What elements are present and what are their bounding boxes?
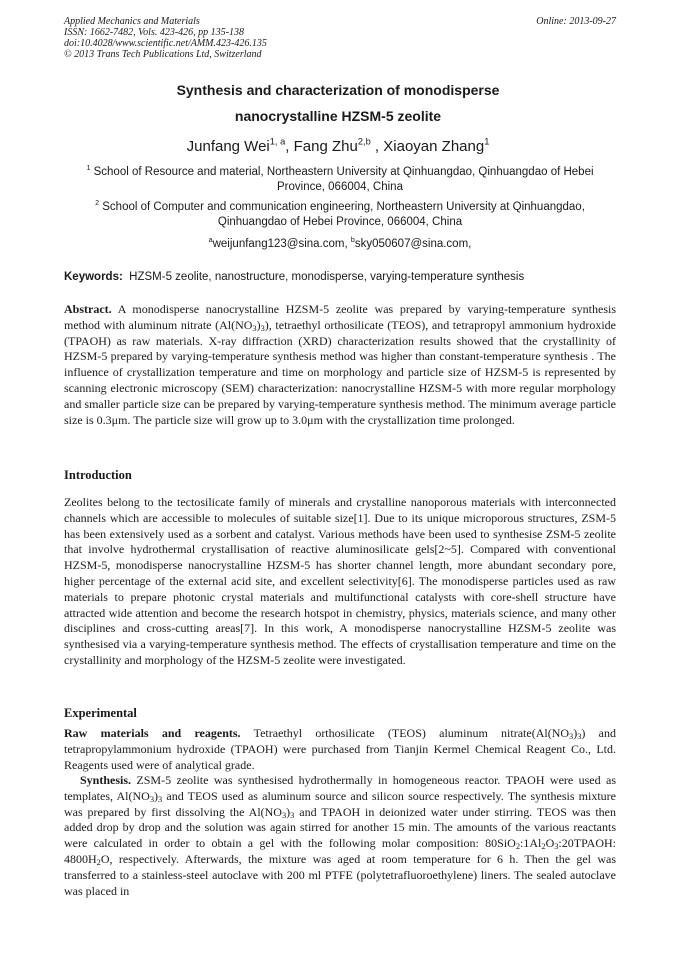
paper-title-line-2: nanocrystalline HZSM-5 zeolite [234, 108, 442, 124]
affiliation-mark: 2 [95, 199, 100, 208]
raw-materials-label: Raw materials and reagents. [64, 726, 241, 740]
affiliation-text: School of Computer and communication engineering, Northeastern University at Qinhuangdao, Qinhuangdao of Hebei Province, 066004, China [99, 201, 585, 228]
introduction-paragraph: Zeolites belong to the tectosilicate family of minerals and crystalline nanoporous materials with interconnected channels which are accessible to molecules of suitable size[1]. Due to its unique microporous structures, ZSM-5 has been extensively used as a sorbent and catalyst. Various methods have been used to synthesise ZSM-5 zeolite that involve hydrothermal crystallisation of reactive aluminosilicate gels[2~5]. Compared with conventional HZSM-5, monodisperse nanocrystalline HZSM-5 has shorter channel length, more abundant secondary pore, higher percentage of the external acid site, and excellent selectivity[6]. The monodisperse particles used as raw materials to prepare photonic crystal materials and multifunctional catalysts with core-shell structure have attracted wide attention and become the research hotspot in chemistry, physics, materials science, and many other disciplines and cross-cutting areas[7]. In this work, A monodisperse nanocrystalline HZSM-5 zeolite was synthesised via a varying-temperature synthesis method. The effects of crystallisation temperature and time on the crystallinity and morphology of the HZSM-5 zeolite were investigated. [64, 495, 616, 667]
paragraph-text: ZSM-5 zeolite was synthesised hydrothermally in homogeneous reactor. TPAOH were used as templates, Al(NO [64, 773, 616, 803]
subscript: 3 [569, 732, 574, 742]
email-mark: a [208, 236, 213, 245]
subscript: 3 [290, 810, 295, 820]
paragraph-text: and TEOS used as aluminum source and silicon source respectively. The synthesis mixture was prepared by first dissolving the Al(NO [64, 788, 617, 819]
subscript: 2 [515, 842, 521, 852]
keywords-text: HZSM-5 zeolite, nanostructure, monodisperse, varying-temperature synthesis [122, 271, 525, 283]
author-affiliation-mark: 2,b [357, 136, 371, 147]
author-affiliation-mark: 1 [484, 136, 490, 147]
paragraph-text: ) [573, 726, 578, 740]
section-heading-introduction: Introduction [64, 468, 132, 482]
subscript: 3 [281, 810, 287, 820]
paragraph-text: Tetraethyl orthosilicate (TEOS) aluminum nitrate(Al(NO [240, 726, 570, 740]
synthesis-paragraph [64, 773, 616, 899]
author-name: Xiaoyan Zhang [383, 138, 485, 155]
abstract-text: ), tetraethyl orthosilicate (TEOS), and tetrapropyl ammonium hydroxide (TPAOH) as raw materials. X-ray diffraction (XRD) characterization results showed that the crystallinity of HZSM-5 prepared by varying-temperature synthesis method was higher than constant-temperature synthesis . The influence of crystallization temperature and time on morphology and particle size of HZSM-5 is represented by scanning electronic microscopy (SEM) characterization: nanocrystalline HZSM-5 with more regular morphology and smaller particle size can be prepared by varying-temperature synthesis method. The minimum average particle size is 0.3μm. The particle size will grow up to 3.0μm with the crystallization time prolonged. [64, 317, 616, 427]
paragraph-text: :20TPAOH: 4800H [64, 836, 616, 866]
subscript: 3 [577, 732, 582, 742]
author-separator: , [370, 138, 384, 155]
affiliation-1 [64, 165, 616, 195]
paragraph-text: ) [154, 788, 159, 803]
paragraph-text: ) and tetrapropylammonium hydroxide (TPAOH) were purchased from Tianjin Kermel Chemical Reagent Co., Ltd. Reagents used were of analytical grade. [64, 726, 617, 772]
section-heading-experimental: Experimental [64, 706, 137, 720]
abstract-text: ) [256, 317, 261, 332]
abstract [64, 302, 616, 428]
raw-materials-paragraph [64, 726, 616, 773]
subscript: 3 [260, 323, 265, 333]
paragraph-text: O, respectively. Afterwards, the mixture was aged at room temperature for 6 h. Then the gel was transferred to a stainless-steel autoclave with 200 ml PTFE (polytetrafluoroethylene) liners. The sealed autoclave was placed in [64, 851, 616, 898]
subscript: 3 [149, 794, 155, 804]
affiliation-mark: 1 [86, 164, 91, 173]
online-date: Online: 2013-09-27 [536, 16, 616, 27]
email-mark: b [350, 236, 355, 245]
author-emails [64, 237, 616, 252]
author-separator: , [285, 138, 294, 155]
journal-header [64, 16, 616, 60]
author-name: Fang Zhu [293, 138, 358, 155]
author-affiliation-mark: 1, a [269, 136, 286, 147]
author-list [60, 138, 616, 155]
journal-name: Applied Mechanics and Materials [64, 16, 200, 27]
paper-title-line-1: Synthesis and characterization of monodisperse [176, 82, 500, 98]
author-name: Junfang Wei [186, 138, 270, 155]
subscript: 2 [96, 858, 101, 868]
paragraph-text: and TPAOH in deionized water under stirring. TEOS was then added drop by drop and the solution was again stirred for another 15 min. The amounts of the various reactants were calculated in order to obtain a gel with the following molar composition: 80SiO [64, 804, 616, 851]
copyright-line: © 2013 Trans Tech Publications Ltd, Switzerland [64, 49, 262, 60]
subscript: 3 [158, 794, 163, 804]
issn-line: ISSN: 1662-7482, Vols. 423-426, pp 135-138 [64, 27, 244, 38]
affiliation-text: School of Resource and material, Northeastern University at Qinhuangdao, Qinhuangdao of Hebei Province, 066004, China [90, 166, 594, 193]
synthesis-label: Synthesis. [80, 773, 132, 787]
abstract-label: Abstract. [64, 302, 112, 316]
paragraph-text: ) [286, 804, 291, 819]
doi-line: doi:10.4028/www.scientific.net/AMM.423-426.135 [64, 38, 267, 49]
paragraph-text: :1Al [520, 836, 542, 851]
email-address: weijunfang123@sina.com, [212, 238, 351, 250]
subscript: 3 [554, 842, 559, 852]
keywords [64, 271, 616, 283]
affiliation-2 [64, 200, 616, 230]
abstract-text: A monodisperse nanocrystalline HZSM-5 zeolite was prepared by varying-temperature synthesis method with aluminum nitrate (Al(NO [64, 302, 616, 332]
subscript: 2 [541, 842, 546, 852]
subscript: 3 [252, 323, 257, 333]
paragraph-text: O [545, 836, 555, 851]
keywords-label: Keywords: [64, 271, 123, 283]
email-address: sky050607@sina.com, [354, 238, 472, 250]
